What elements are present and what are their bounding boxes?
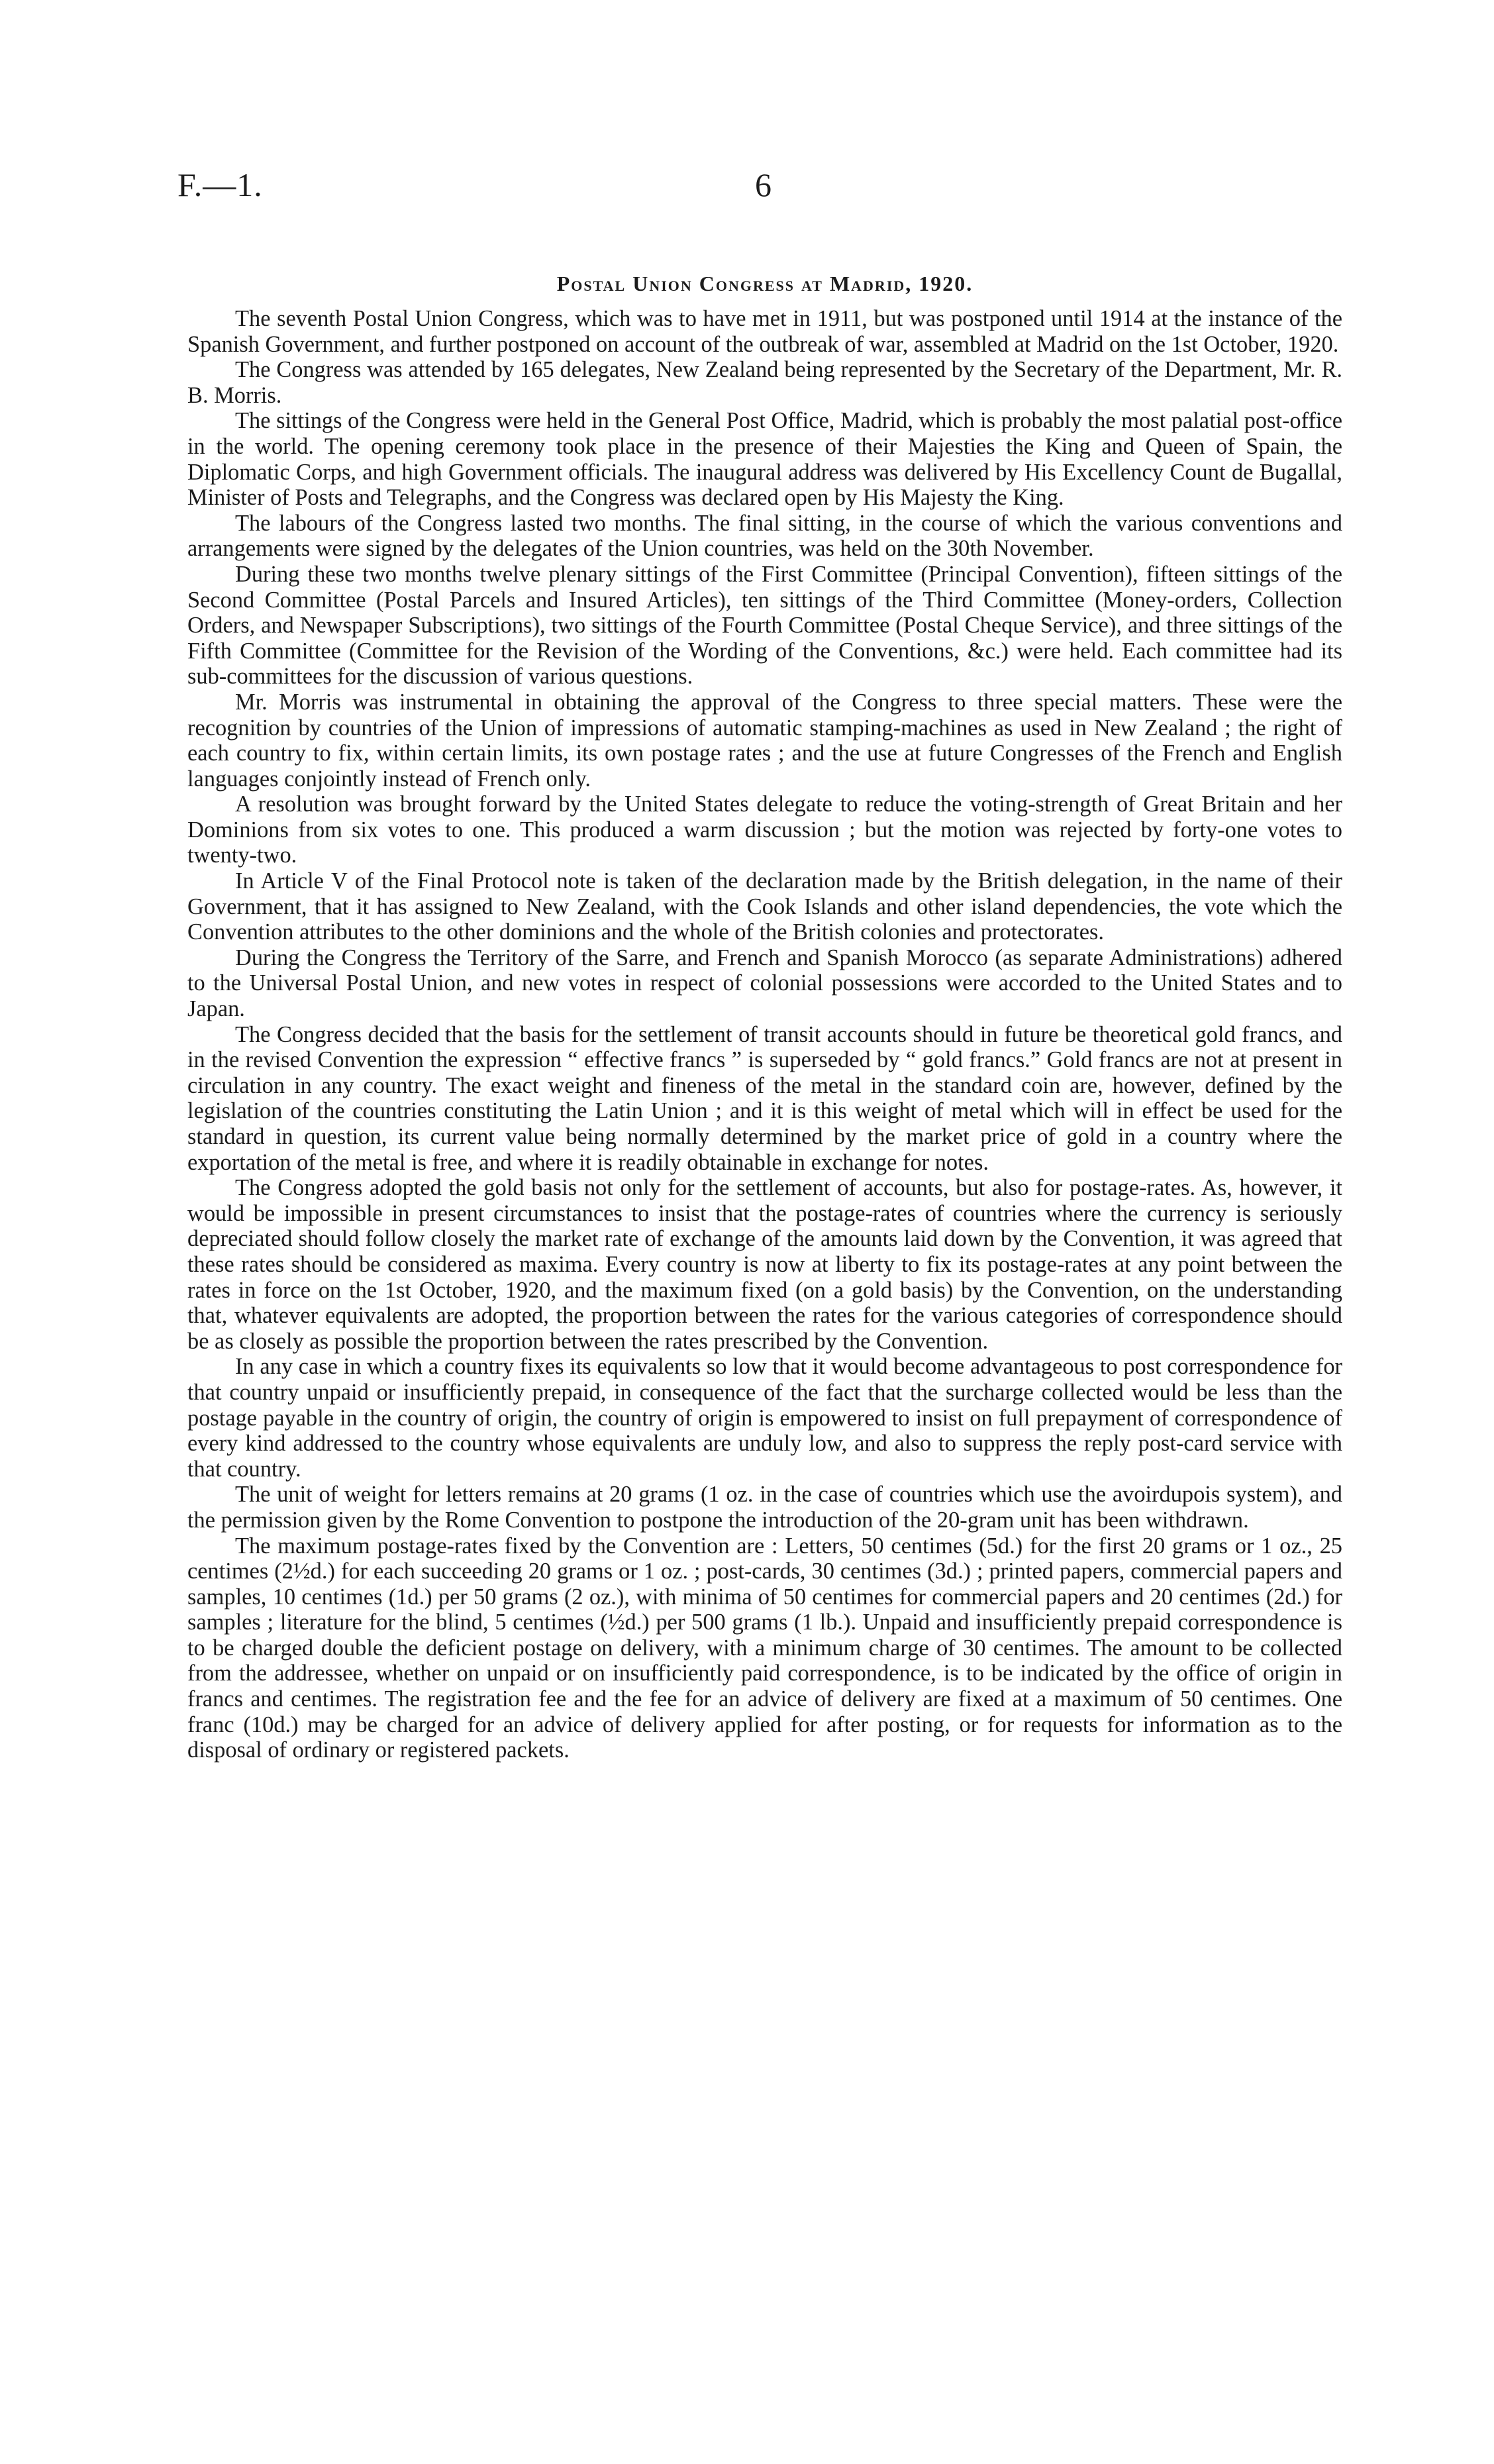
paragraph: The Congress decided that the basis for the settlement of transit accounts should in future be theoretical gold francs, and in the revised Convention the expression “ effective francs ” is superseded by “ gold francs.” Gold francs are not at present in circulation in any country. The exact weight and fineness of the metal in the standard coin are, however, defined by the legislation of the countries constituting the Latin Union ; and it is this weight of metal which will in effect be used for the standard in question, its current value being normally determined by the market price of gold in a country where the exportation of the metal is free, and where it is readily obtainable in exchange for notes. xyxy=(187,1021,1342,1175)
paragraph: The maximum postage-rates fixed by the Convention are : Letters, 50 centimes (5d.) for the first 20 grams or 1 oz., 25 centimes (2½d.) for each succeeding 20 grams or 1 oz. ; post-cards, 30 centimes (3d.) ; printed papers, commercial papers and samples, 10 centimes (1d.) per 50 grams (2 oz.), with minima of 50 centimes for commercial papers and 20 centimes (2d.) for samples ; literature for the blind, 5 centimes (½d.) per 500 grams (1 lb.). Unpaid and insufficiently prepaid correspondence is to be charged double the deficient postage on delivery, with a minimum charge of 30 centimes. The amount to be collected from the addressee, whether on unpaid or on insufficiently paid correspondence, is to be indicated by the office of origin in francs and centimes. The registration fee and the fee for an advice of delivery are fixed at a maximum of 50 centimes. One franc (10d.) may be charged for an advice of delivery applied for after posting, or for requests for information as to the disposal of ordinary or registered packets. xyxy=(187,1533,1342,1763)
paragraph: During these two months twelve plenary sittings of the First Committee (Principal Convention), fifteen sittings of the Second Committee (Postal Parcels and Insured Articles), ten sittings of the Third Committee (Money-orders, Collection Orders, and Newspaper Subscriptions), two sittings of the Fourth Committee (Postal Cheque Service), and three sittings of the Fifth Committee (Committee for the Revision of the Wording of the Conventions, &c.) were held. Each committee had its sub-committees for the discussion of various questions. xyxy=(187,561,1342,690)
document-reference: F.—1. xyxy=(177,166,263,203)
paragraph: The Congress was attended by 165 delegates, New Zealand being represented by the Secretary of the Department, Mr. R. B. Morris. xyxy=(187,357,1342,408)
section-title: Postal Union Congress at Madrid, 1920. xyxy=(556,272,973,295)
paragraph: The labours of the Congress lasted two months. The final sitting, in the course of which the various conventions and arrangements were signed by the delegates of the Union countries, was held on the 30th November. xyxy=(187,510,1342,562)
page-header xyxy=(0,166,1494,212)
paragraph: In Article V of the Final Protocol note is taken of the declaration made by the British delegation, in the name of their Government, that it has assigned to New Zealand, with the Cook Islands and other island dependencies, the vote which the Convention attributes to the other dominions and the whole of the British colonies and protectorates. xyxy=(187,868,1342,945)
paragraph: The sittings of the Congress were held in the General Post Office, Madrid, which is probably the most palatial post-office in the world. The opening ceremony took place in the presence of their Majesties the King and Queen of Spain, the Diplomatic Corps, and high Government officials. The inaugural address was delivered by His Excellency Count de Bugallal, Minister of Posts and Telegraphs, and the Congress was declared open by His Majesty the King. xyxy=(187,408,1342,511)
page-number: 6 xyxy=(755,166,772,203)
paragraph: During the Congress the Territory of the Sarre, and French and Spanish Morocco (as separate Administrations) adhered to the Universal Postal Union, and new votes in respect of colonial possessions were accorded to the United States and to Japan. xyxy=(187,945,1342,1022)
article-body xyxy=(187,270,1342,1763)
paragraph: In any case in which a country fixes its equivalents so low that it would become advantageous to post correspondence for that country unpaid or insufficiently prepaid, in consequence of the fact that the surcharge collected would be less than the postage payable in the country of origin, the country of origin is empowered to insist on full prepayment of correspondence of every kind addressed to the country whose equivalents are unduly low, and also to suppress the reply post-card service with that country. xyxy=(187,1354,1342,1482)
paragraph: A resolution was brought forward by the United States delegate to reduce the voting-strength of Great Britain and her Dominions from six votes to one. This produced a warm discussion ; but the motion was rejected by forty-one votes to twenty-two. xyxy=(187,792,1342,868)
paragraph: Mr. Morris was instrumental in obtaining the approval of the Congress to three special matters. These were the recognition by countries of the Union of impressions of automatic stamping-machines as used in New Zealand ; the right of each country to fix, within certain limits, its own postage rates ; and the use at future Congresses of the French and English languages conjointly instead of French only. xyxy=(187,689,1342,792)
paragraph: The seventh Postal Union Congress, which was to have met in 1911, but was postponed until 1914 at the instance of the Spanish Government, and further postponed on account of the outbreak of war, assembled at Madrid on the 1st October, 1920. xyxy=(187,306,1342,357)
paragraph: The Congress adopted the gold basis not only for the settlement of accounts, but also for postage-rates. As, however, it would be impossible in present circumstances to insist that the postage-rates of countries where the currency is seriously depreciated should follow closely the market rate of exchange of the amounts laid down by the Convention, it was agreed that these rates should be considered as maxima. Every country is now at liberty to fix its postage-rates at any point between the rates in force on the 1st October, 1920, and the maximum fixed (on a gold basis) by the Convention, on the understanding that, whatever equivalents are adopted, the proportion between the rates for the various categories of correspondence should be as closely as possible the proportion between the rates prescribed by the Convention. xyxy=(187,1175,1342,1354)
paragraph: The unit of weight for letters remains at 20 grams (1 oz. in the case of countries which use the avoirdupois system), and the permission given by the Rome Convention to postpone the introduction of the 20-gram unit has been withdrawn. xyxy=(187,1482,1342,1533)
